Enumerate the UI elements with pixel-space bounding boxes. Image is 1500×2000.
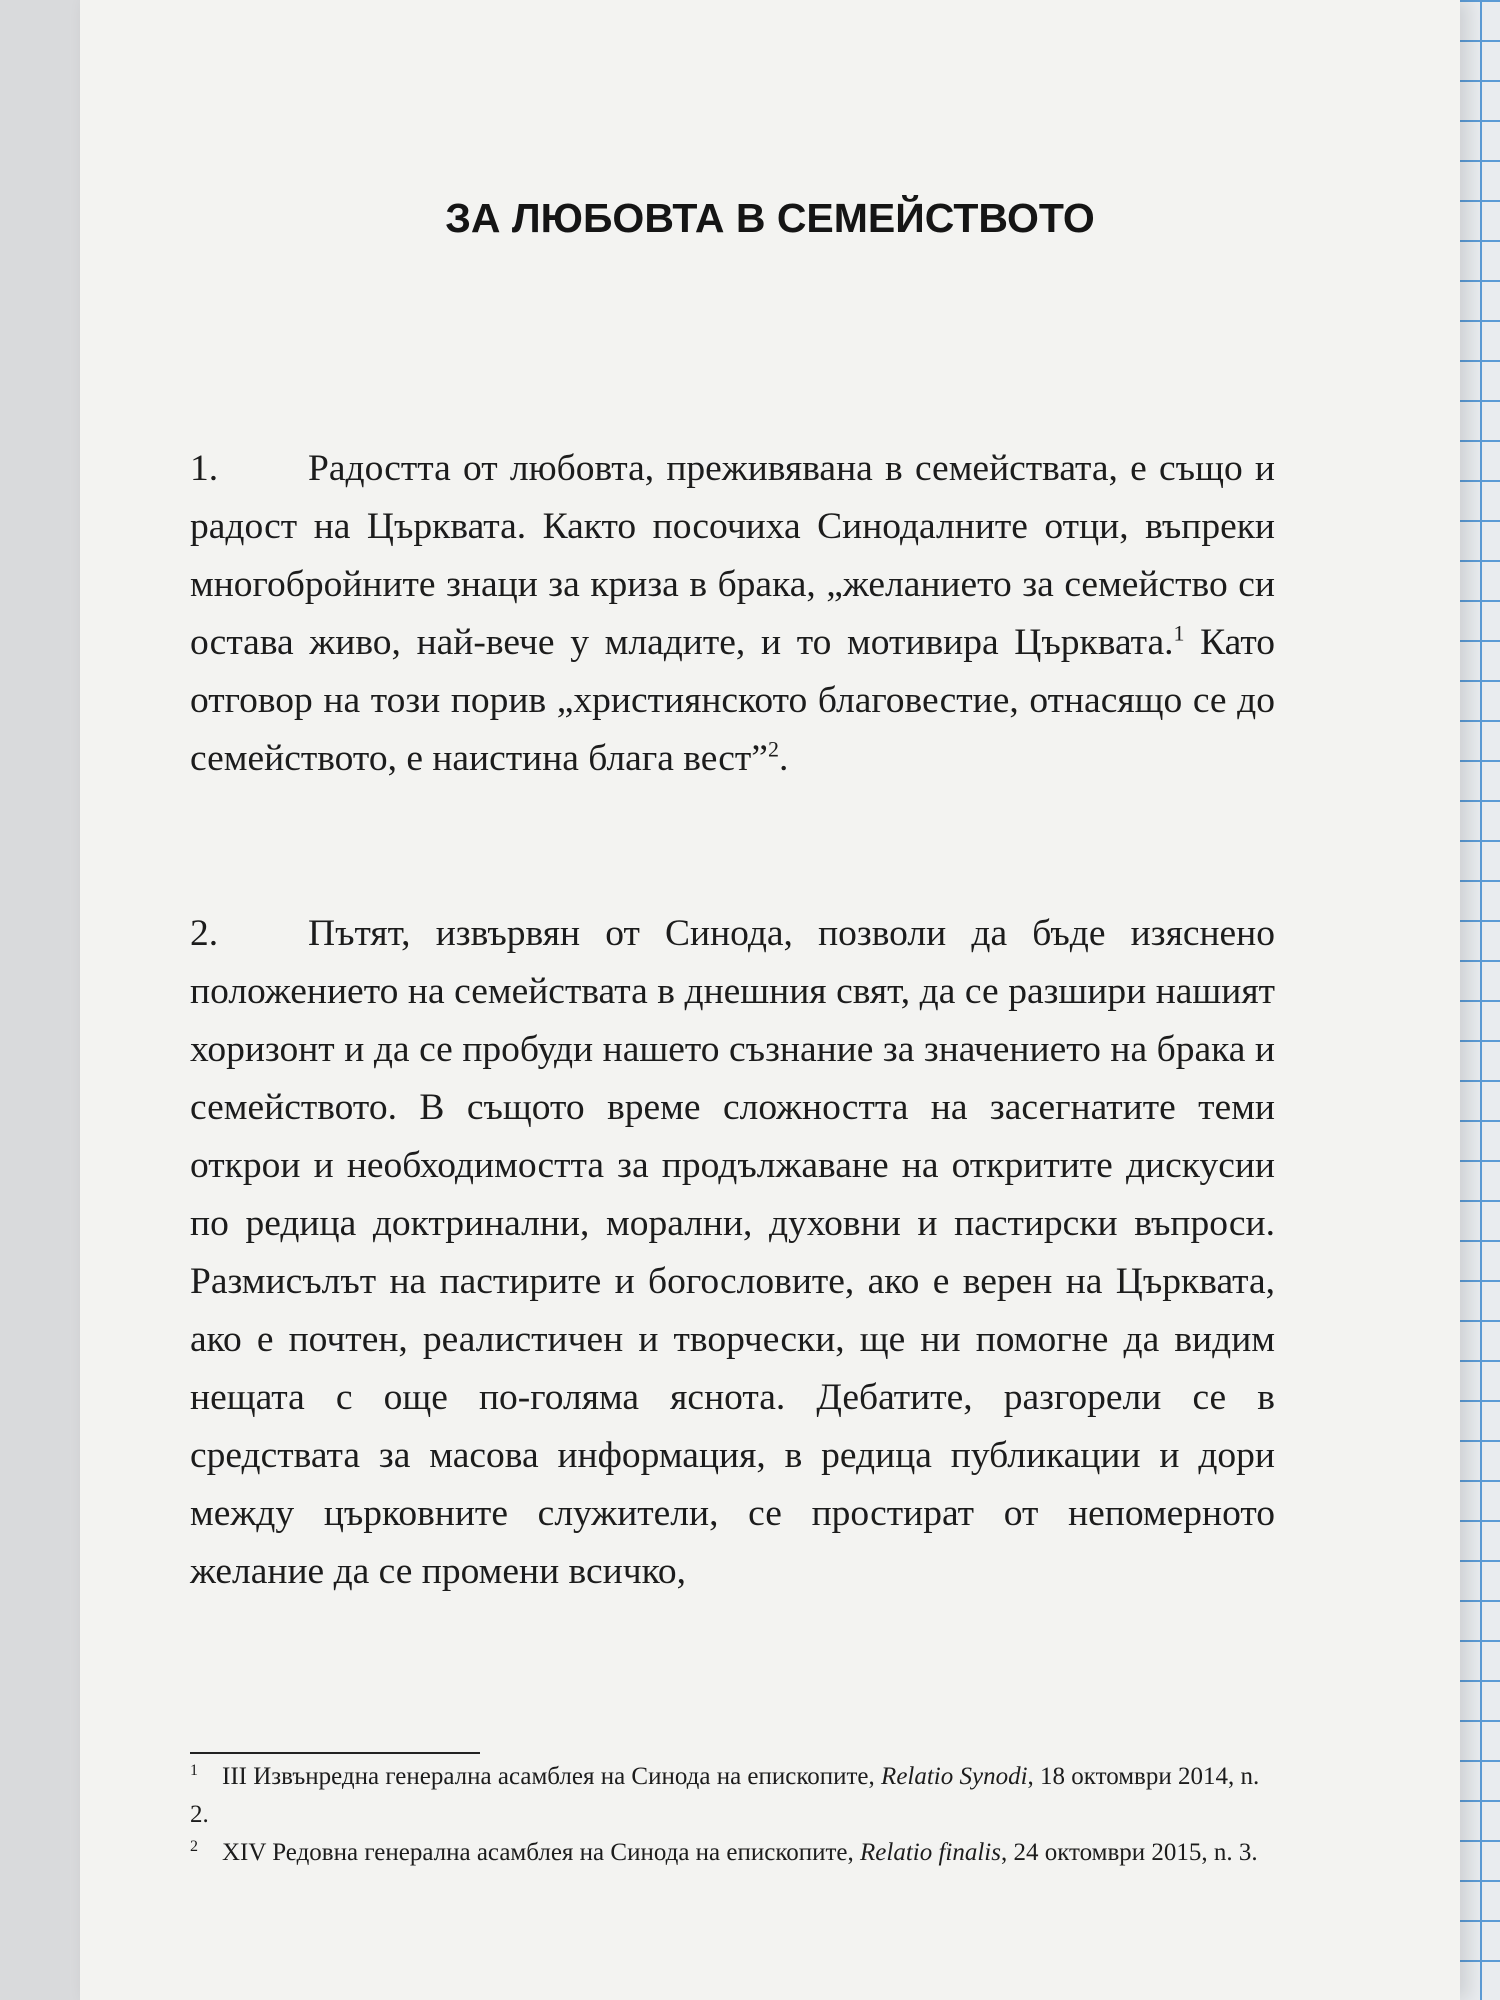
footnote-separator [190,1752,480,1754]
footnote-document-title: Relatio Synodi [881,1763,1028,1790]
footnote-text: , 18 октомври 2014, n. 2. [190,1763,1260,1828]
paragraph-text: . [778,738,789,779]
footnote-document-title: Relatio finalis [860,1839,1001,1866]
footnote-ref: 2 [767,736,779,762]
paragraph-2 [190,905,1275,1601]
footnote-number: 1 [190,1761,198,1779]
footnote-text: , 24 октомври 2015, n. 3. [1000,1839,1258,1866]
footnote-1 [190,1758,1275,1834]
paragraph-text: Радостта от любовта, преживявана в семействата, е също и радост на Църквата. Както посочиха Синодалните отци, въпреки многобройните знаци за криза в брака, „желанието за семейство си остава живо, най-вече у младите, и то мотивира Църквата. [190,448,1275,663]
paragraph-number: 1. [190,448,219,489]
footnote-text: III Извънредна генерална асамблея на Синода на епископите, [222,1763,882,1790]
footnote-number: 2 [190,1837,198,1855]
paragraph-text: Пътят, извървян от Синода, позволи да бъде изяснено положението на семействата в днешния свят, да се разшири нашият хоризонт и да се пробуди нашето съзнание за значението на брака и семейството. В същото време сложността на засегнатите теми открои и необходимостта за продължаване на откритите дискусии по редица доктринални, морални, духовни и пастирски въпроси. Размисълът на пастирите и богословите, ако е верен на Църквата, ако е почтен, реалистичен и творчески, ще ни помогне да видим нещата с още по-голяма яснота. Дебатите, разгорели се в средствата за масова информация, в редица публикации и дори между църковните служители, се простират от непомерното желание да се промени всичко, [190,913,1275,1592]
footnote-ref: 1 [1173,620,1185,646]
paragraph-number: 2. [190,913,219,954]
chapter-title: ЗА ЛЮБОВТА В СЕМЕЙСТВОТО [445,195,1095,241]
paragraph-1 [190,440,1275,788]
footnote-2 [190,1834,1275,1872]
footnotes [190,1758,1275,1872]
paragraph-text: Като отговор на този порив „християнското благовестие, отнасящо се до семейството, е наистина блага вест” [190,622,1275,779]
footnote-text: XIV Редовна генерална асамблея на Синода на епископите, [222,1839,861,1866]
book-page [80,0,1460,2000]
